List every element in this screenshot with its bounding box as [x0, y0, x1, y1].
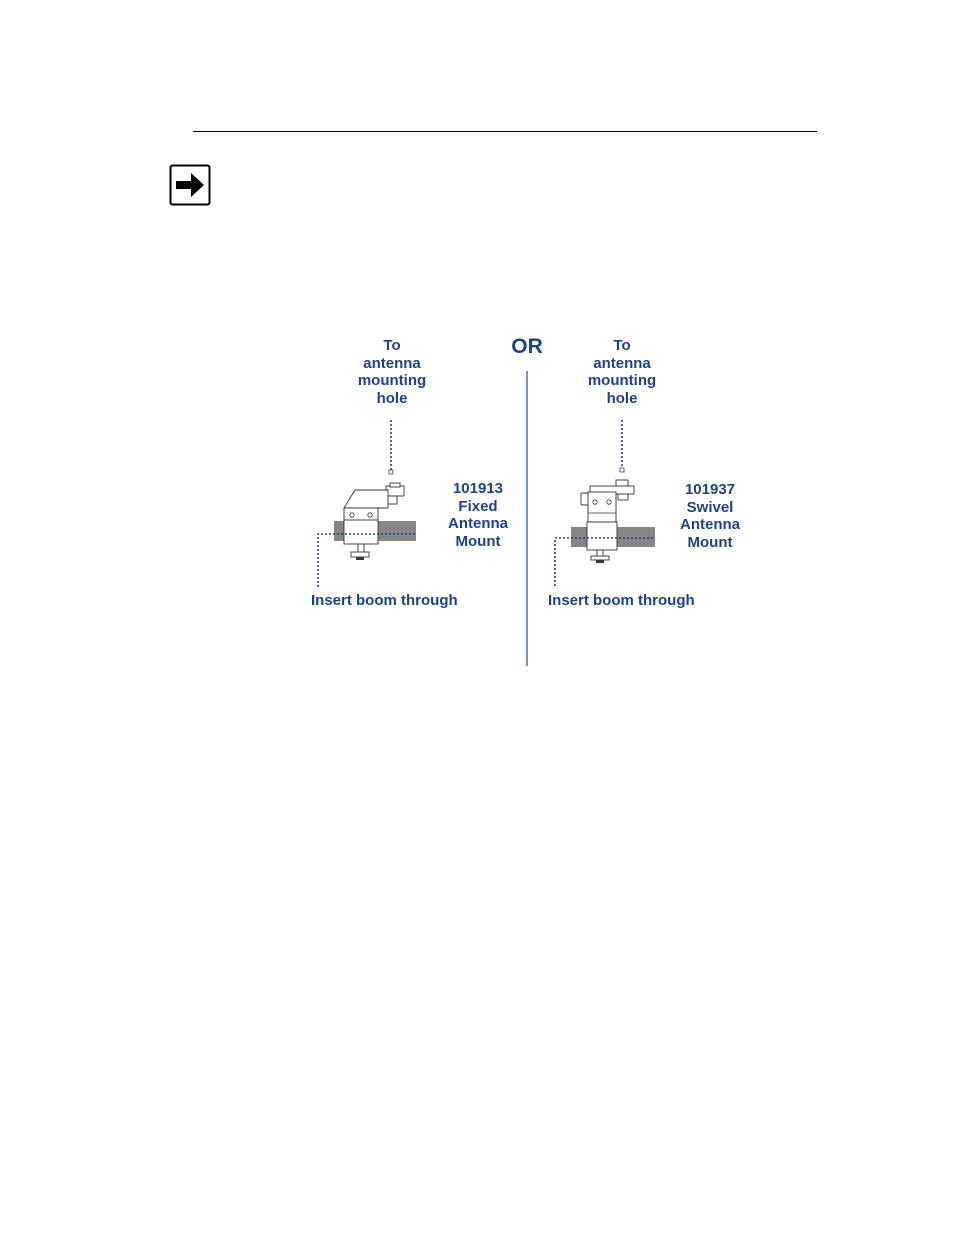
left-boom-label: Insert boom through	[311, 592, 458, 609]
left-to-hole-label: To antenna mounting hole	[357, 337, 427, 407]
antenna-mount-figure	[300, 330, 760, 670]
right-boom-label: Insert boom through	[548, 592, 695, 609]
arrow-right-icon	[169, 164, 211, 206]
left-part-label: 101913 Fixed Antenna Mount	[448, 480, 508, 550]
or-label: OR	[511, 335, 543, 358]
right-to-hole-label: To antenna mounting hole	[587, 337, 657, 407]
right-part-label: 101937 Swivel Antenna Mount	[680, 481, 740, 551]
swivel-antenna-mount-drawing	[555, 420, 655, 588]
fixed-antenna-mount-drawing	[318, 420, 416, 588]
header-rule	[193, 131, 817, 132]
